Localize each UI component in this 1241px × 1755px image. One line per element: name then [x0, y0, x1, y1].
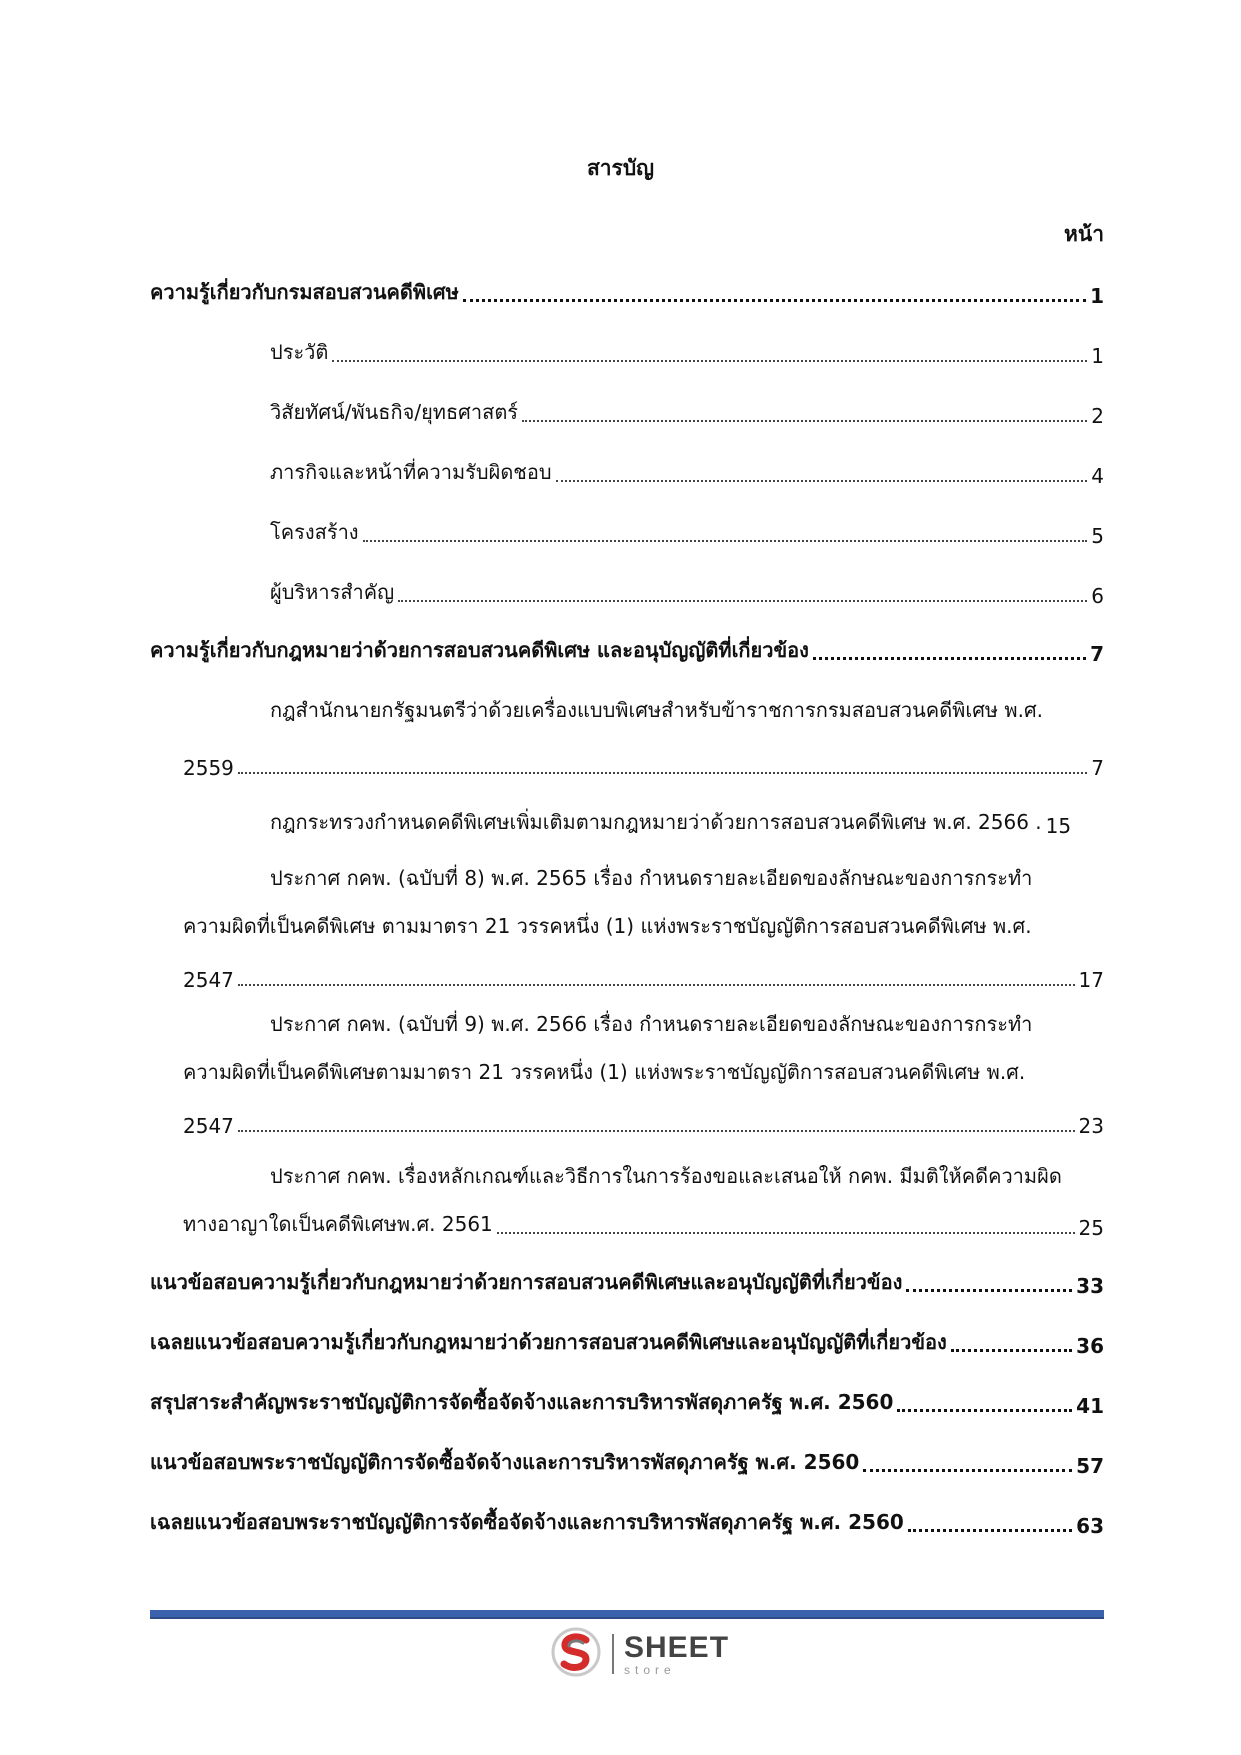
toc-entry-title: ประวัติ [270, 340, 329, 364]
toc-entry-title: เฉลยแนวข้อสอบพระราชบัญญัติการจัดซื้อจัดจ้างและการบริหารพัสดุภาครัฐ พ.ศ. 2560 [150, 1510, 904, 1534]
dot-leader [398, 594, 1087, 602]
toc-entry[interactable] [270, 512, 1104, 548]
toc-entry-title: เฉลยแนวข้อสอบความรู้เกี่ยวกับกฎหมายว่าด้วยการสอบสวนคดีพิเศษและอนุบัญญัติที่เกี่ยวข้อง [150, 1330, 947, 1354]
toc-entry-title: ความรู้เกี่ยวกับกฎหมายว่าด้วยการสอบสวนคดีพิเศษ และอนุบัญญัติที่เกี่ยวข้อง [150, 638, 809, 662]
toc-entry-title: ผู้บริหารสำคัญ [270, 580, 395, 604]
toc-entry-title: วิสัยทัศน์/พันธกิจ/ยุทธศาสตร์ [270, 400, 519, 424]
toc-entry-page: 2 [1091, 404, 1104, 428]
dot-leader [813, 651, 1086, 660]
toc-entry[interactable] [183, 744, 1104, 780]
logo-mark-icon [550, 1626, 602, 1682]
toc-entry-title: ความรู้เกี่ยวกับกรมสอบสวนคดีพิเศษ [150, 280, 459, 304]
logo-subtext: store [624, 1662, 676, 1677]
toc-entry-title: 2547 [183, 968, 234, 992]
toc-entry[interactable] [270, 332, 1104, 368]
toc-entry-page: 6 [1091, 584, 1104, 608]
toc-entry[interactable] [183, 1204, 1104, 1240]
footer-rule [150, 1610, 1104, 1619]
toc-entry-line: ประกาศ กคพ. (ฉบับที่ 9) พ.ศ. 2566 เรื่อง กำหนดรายละเอียดของลักษณะของการกระทำ [270, 1012, 1033, 1036]
toc-entry-title: สรุปสาระสำคัญพระราชบัญญัติการจัดซื้อจัดจ้างและการบริหารพัสดุภาครัฐ พ.ศ. 2560 [150, 1390, 894, 1414]
toc-entry[interactable] [150, 630, 1104, 666]
toc-entry[interactable] [150, 1262, 1104, 1298]
toc-entry-title: โครงสร้าง [270, 520, 359, 544]
dot-leader [463, 293, 1086, 302]
toc-entry[interactable] [270, 802, 1104, 838]
toc-entry[interactable] [150, 1442, 1104, 1478]
dot-leader [522, 414, 1087, 422]
toc-entry-line: ประกาศ กคพ. (ฉบับที่ 8) พ.ศ. 2565 เรื่อง กำหนดรายละเอียดของลักษณะของการกระทำ [270, 866, 1033, 890]
toc-entry-page: 63 [1076, 1514, 1104, 1538]
toc-entry[interactable] [270, 392, 1104, 428]
page-title: สารบัญ [586, 156, 655, 180]
dot-leader [238, 1124, 1075, 1132]
toc-entry-page: 1 [1091, 344, 1104, 368]
page-column-label: หน้า [1064, 222, 1104, 246]
toc-entry-title: 2559 [183, 756, 234, 780]
toc-entry[interactable] [183, 1102, 1104, 1138]
toc-entry-page: 7 [1091, 756, 1104, 780]
toc-entry-line: กฎสำนักนายกรัฐมนตรีว่าด้วยเครื่องแบบพิเศษสำหรับข้าราชการกรมสอบสวนคดีพิเศษ พ.ศ. [270, 698, 1044, 722]
toc-entry-line: ความผิดที่เป็นคดีพิเศษตามมาตรา 21 วรรคหนึ่ง (1) แห่งพระราชบัญญัติการสอบสวนคดีพิเศษ พ.ศ. [183, 1060, 1026, 1084]
toc-entry-page: 5 [1091, 524, 1104, 548]
toc-entry-page: 1 [1090, 284, 1104, 308]
toc-entry-page: 25 [1078, 1216, 1104, 1240]
dot-leader [363, 534, 1088, 542]
dot-leader [908, 1523, 1072, 1532]
toc-entry-title: แนวข้อสอบความรู้เกี่ยวกับกฎหมายว่าด้วยการสอบสวนคดีพิเศษและอนุบัญญัติที่เกี่ยวข้อง [150, 1270, 903, 1294]
toc-entry-page: 23 [1078, 1114, 1104, 1138]
dot-leader [332, 354, 1087, 362]
toc-entry-page: 36 [1076, 1334, 1104, 1358]
logo-separator [612, 1634, 614, 1674]
dot-leader [897, 1403, 1072, 1412]
logo-wordmark: SHEET [624, 1630, 730, 1664]
toc-entry-title: 2547 [183, 1114, 234, 1138]
dot-leader [497, 1226, 1075, 1234]
dot-leader [238, 978, 1075, 986]
toc-entry-page: 33 [1076, 1274, 1104, 1298]
toc-entry-title: กฎกระทรวงกำหนดคดีพิเศษเพิ่มเติมตามกฎหมายว่าด้วยการสอบสวนคดีพิเศษ พ.ศ. 2566 . [270, 810, 1042, 834]
dot-leader [906, 1283, 1072, 1292]
toc-entry-page: 57 [1076, 1454, 1104, 1478]
toc-entry-page: 7 [1090, 642, 1104, 666]
dot-leader [238, 766, 1087, 774]
toc-entry-title: ภารกิจและหน้าที่ความรับผิดชอบ [270, 460, 552, 484]
toc-entry[interactable] [150, 272, 1104, 308]
toc-entry-line: ประกาศ กคพ. เรื่องหลักเกณฑ์และวิธีการในการร้องขอและเสนอให้ กคพ. มีมติให้คดีความผิด [270, 1164, 1062, 1188]
toc-entry-page: 41 [1076, 1394, 1104, 1418]
toc-entry-title: ทางอาญาใดเป็นคดีพิเศษพ.ศ. 2561 [183, 1212, 493, 1236]
toc-entry[interactable] [150, 1502, 1104, 1538]
dot-leader [863, 1463, 1072, 1472]
toc-entry[interactable] [183, 956, 1104, 992]
toc-entry-page: 17 [1078, 968, 1104, 992]
toc-entry-page: 4 [1091, 464, 1104, 488]
dot-leader [556, 474, 1088, 482]
dot-leader [951, 1343, 1072, 1352]
toc-entry-page: 15 [1045, 814, 1072, 838]
toc-entry-line: ความผิดที่เป็นคดีพิเศษ ตามมาตรา 21 วรรคหนึ่ง (1) แห่งพระราชบัญญัติการสอบสวนคดีพิเศษ พ.ศ. [183, 914, 1032, 938]
toc-entry[interactable] [270, 572, 1104, 608]
toc-entry[interactable] [270, 452, 1104, 488]
toc-entry-title: แนวข้อสอบพระราชบัญญัติการจัดซื้อจัดจ้างและการบริหารพัสดุภาครัฐ พ.ศ. 2560 [150, 1450, 860, 1474]
sheet-store-logo [550, 1628, 729, 1680]
toc-entry[interactable] [150, 1322, 1104, 1358]
toc-entry[interactable] [150, 1382, 1104, 1418]
